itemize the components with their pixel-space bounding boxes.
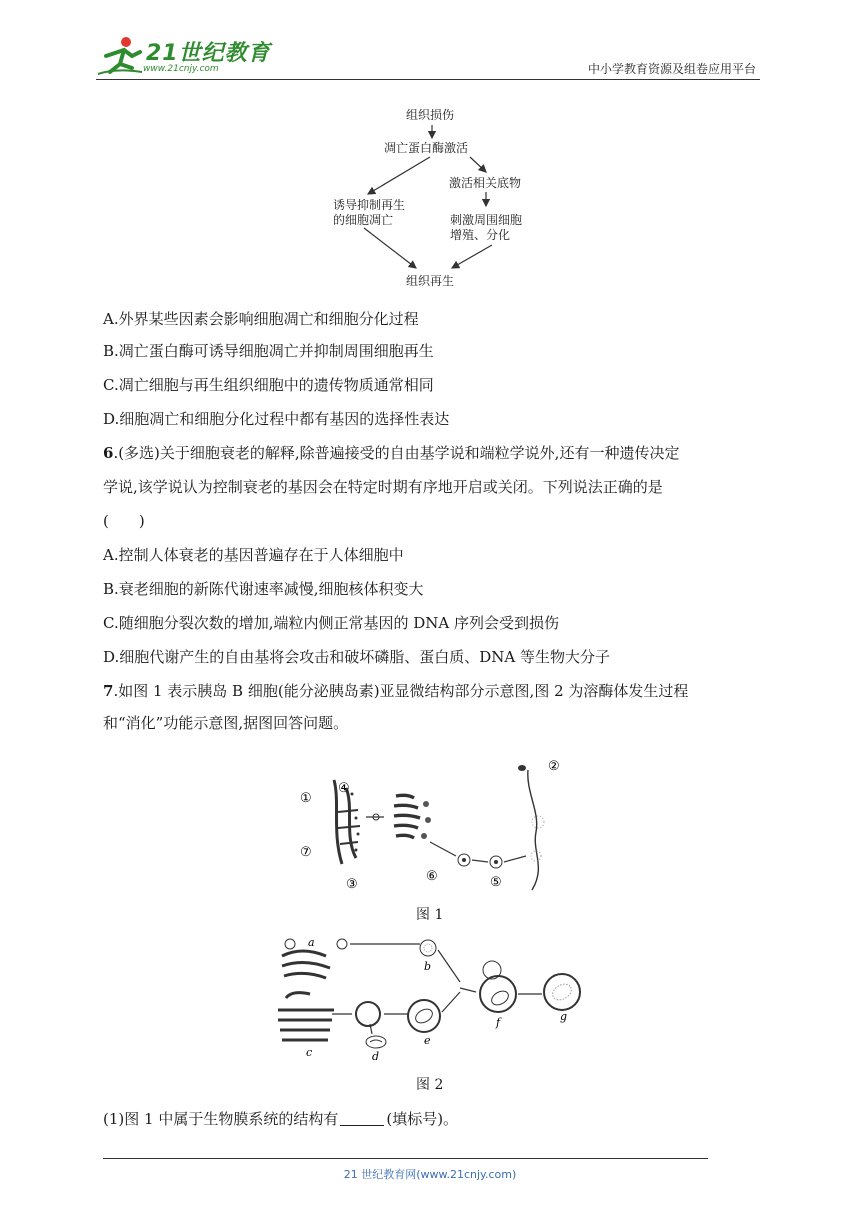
q6-option-c: C.随细胞分裂次数的增加,端粒内侧正常基因的 DNA 序列会受到损伤 [103,614,560,632]
q6-option-a: A.控制人体衰老的基因普遍存在于人体细胞中 [103,546,404,564]
fig2-label-a: a [308,936,315,949]
footer-divider [103,1158,708,1159]
answer-blank[interactable] [340,1109,384,1126]
fig1-label-5: ⑤ [490,875,502,890]
figure-2-lysosome [272,934,590,1068]
fig1-label-1: ① [300,791,312,806]
fig2-label-e: e [424,1034,431,1047]
header-divider [96,79,760,80]
q6-number: 6 [103,444,114,462]
q6-stem-line2: 学说,该学说认为控制衰老的基因会在特定时期有序地开启或关闭。下列说法正确的是 [103,478,663,496]
fig1-label-3: ③ [346,877,358,892]
figure-1-caption: 图 1 [416,907,444,923]
q6-stem-line1: 6.(多选)关于细胞衰老的解释,除普遍接受的自由基学说和端粒学说外,还有一种遗传决定 [103,444,680,462]
q5-option-d: D.细胞凋亡和细胞分化过程中都有基因的选择性表达 [103,410,450,428]
fig2-label-d: d [372,1050,380,1063]
fig2-label-b: b [424,960,432,973]
logo-text: 21世纪教育 [146,41,271,66]
q7-stem-line2: 和“消化”功能示意图,据图回答问题。 [103,714,349,732]
flow-node-stimulate-line2: 增殖、分化 [450,228,511,242]
q7-stem-line1: 7.如图 1 表示胰岛 B 细胞(能分泌胰岛素)亚显微结构部分示意图,图 2 为溶酶体发生过程 [103,682,689,700]
flow-node-substrate: 激活相关底物 [449,176,522,190]
fig1-label-6: ⑥ [426,869,438,884]
flow-node-stimulate-line1: 刺激周围细胞 [450,213,523,227]
figure-1-pancreatic-cell [296,752,566,892]
logo-url: www.21cnjy.com [143,64,219,74]
q7-sub1: (1)图 1 中属于生物膜系统的结构有 (填标号)。 [103,1110,459,1128]
flow-node-regeneration: 组织再生 [406,274,455,288]
fig2-label-f: f [496,1016,501,1029]
figure-2-caption: 图 2 [416,1077,444,1093]
fig1-label-7: ⑦ [300,845,312,860]
flow-node-induce-line1: 诱导抑制再生 [333,198,406,212]
apoptosis-flowchart [320,100,560,300]
fig2-label-g: g [560,1010,568,1023]
fig1-label-4: ④ [338,781,350,796]
q5-option-c: C.凋亡细胞与再生组织细胞中的遗传物质通常相同 [103,376,434,394]
flow-node-protease: 凋亡蛋白酶激活 [384,141,469,155]
footer-link[interactable]: 21 世纪教育网(www.21cnjy.com) [343,1168,517,1181]
q5-option-b: B.凋亡蛋白酶可诱导细胞凋亡并抑制周围细胞再生 [103,342,434,360]
q5-option-a: A.外界某些因素会影响细胞凋亡和细胞分化过程 [103,310,419,328]
flow-node-induce-line2: 的细胞凋亡 [333,213,394,227]
q7-number: 7 [103,682,114,700]
flow-node-injury: 组织损伤 [406,108,455,122]
platform-title: 中小学教育资源及组卷应用平台 [587,62,756,76]
q6-answer-blank: ( ) [103,512,145,530]
q6-option-b: B.衰老细胞的新陈代谢速率减慢,细胞核体积变大 [103,580,424,598]
fig2-label-c: c [306,1046,313,1059]
page-header [0,0,860,82]
fig1-label-2: ② [548,759,560,774]
q6-option-d: D.细胞代谢产生的自由基将会攻击和破坏磷脂、蛋白质、DNA 等生物大分子 [103,648,611,666]
